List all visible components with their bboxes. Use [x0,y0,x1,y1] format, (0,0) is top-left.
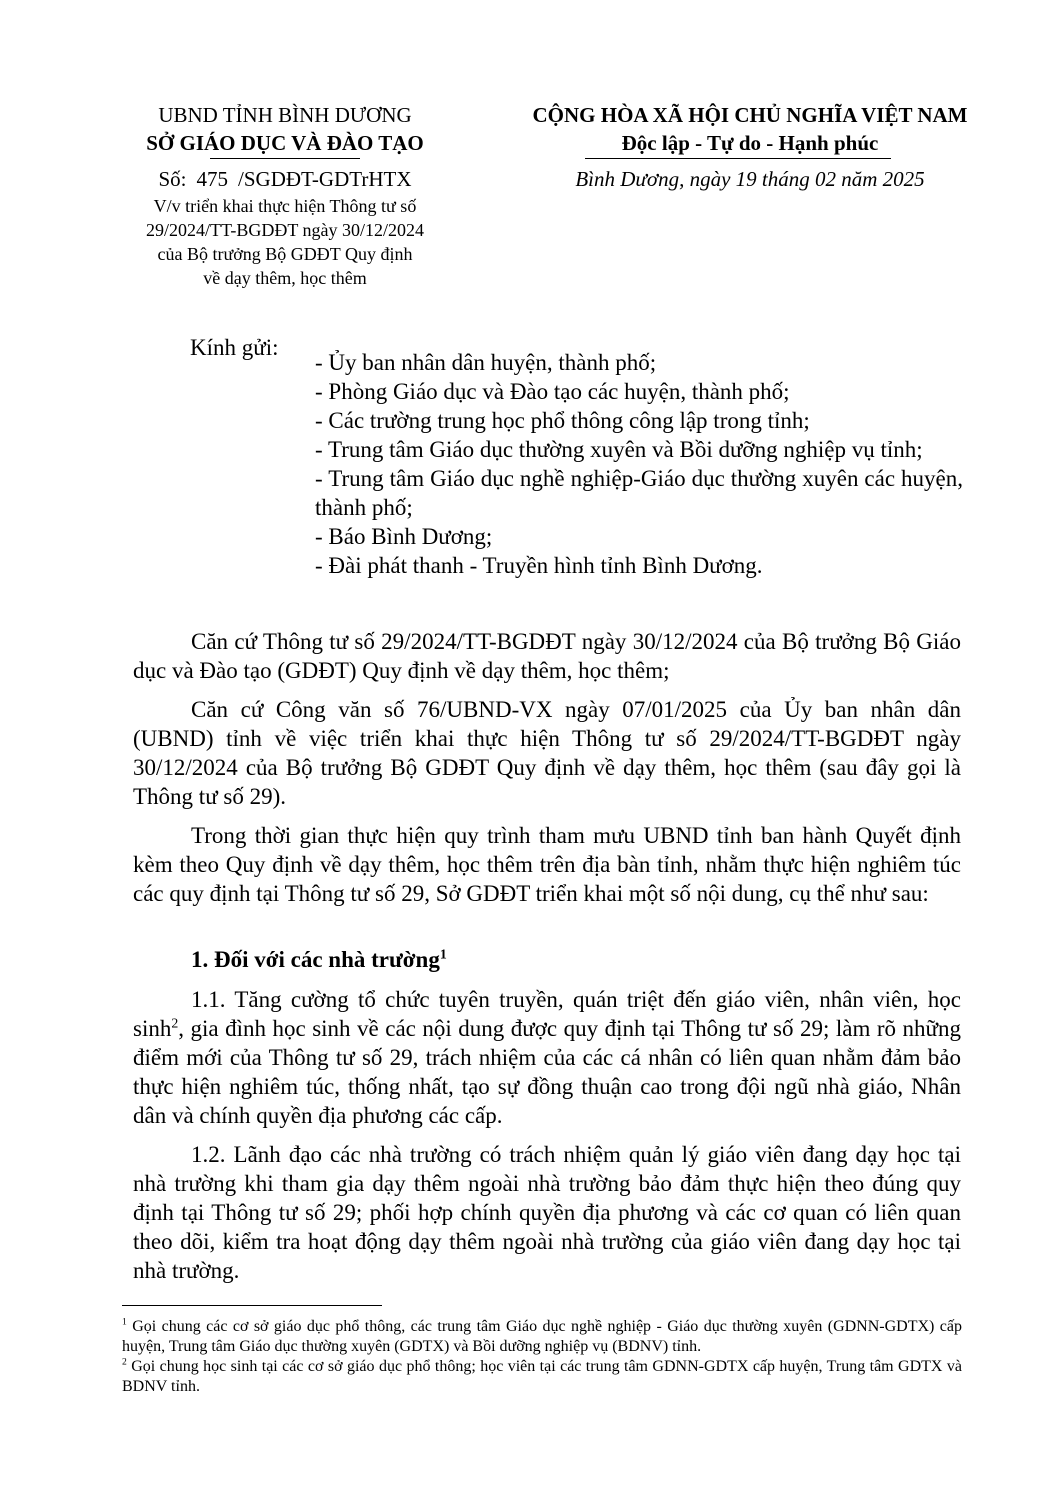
motto: Độc lập - Tự do - Hạnh phúc [621,131,879,155]
item-1-1-text-b: , gia đình học sinh về các nội dung được quy định tại Thông tư số 29; làm rõ những điểm mới của Thông tư số 29, trách nhiệm của các cá nhân có liên quan nhằm đảm bảo thực hiện nghiêm túc, thống nhất, tạo sự đồng thuận cao trong đội ngũ nhà giáo, Nhân dân và chính quyền địa phương các cấp. [133,1016,961,1128]
department-name: SỞ GIÁO DỤC VÀ ĐÀO TẠO [146,131,424,155]
number-value: 475 [196,167,229,191]
footnote-text: Gọi chung học sinh tại các cơ sở giáo dục phổ thông; học viên tại các trung tâm GDNN-GDTX cấp huyện, Trung tâm GDTX và BDNV tỉnh. [122,1358,962,1395]
recipient-item: - Đài phát thanh - Truyền hình tỉnh Bình Dương. [315,553,763,578]
section-heading-text: 1. Đối với các nhà trường [191,947,440,972]
footnote-ref: 1 [439,946,447,962]
footnote-separator [122,1305,382,1306]
subject-line: V/v triển khai thực hiện Thông tư số [153,196,417,216]
recipient-item: - Phòng Giáo dục và Đào tạo các huyện, thành phố; [315,379,790,404]
motto-underline [585,158,891,159]
footnote-mark: 2 [122,1356,127,1368]
agency-name: UBND TỈNH BÌNH DƯƠNG [158,103,412,127]
footnote-text: Gọi chung các cơ sở giáo dục phổ thông, các trung tâm Giáo dục nghề nghiệp - Giáo dục thường xuyên (GDNN-GDTX) cấp huyện, Trung tâm Giáo dục thường xuyên (GDTX) và Bồi dưỡng nghiệp vụ (BDNV) tỉnh. [122,1318,962,1355]
subject-block [110,194,460,290]
recipient-item: - Báo Bình Dương; [315,524,493,549]
section-heading-1 [191,945,447,974]
legal-basis-paragraph-2: Căn cứ Công văn số 76/UBND-VX ngày 07/01/2025 của Ủy ban nhân dân (UBND) tỉnh về việc triển khai thực hiện Thông tư số 29/2024/TT-BGDĐT ngày 30/12/2024 của Bộ trưởng Bộ GDĐT Quy định về dạy thêm, học thêm (sau đây gọi là Thông tư số 29). [133,697,961,809]
subject-line: về dạy thêm, học thêm [203,268,367,288]
footnote-ref: 2 [171,1015,179,1031]
footnote-mark: 1 [122,1316,127,1328]
recipient-item: - Các trường trung học phổ thông công lập trong tỉnh; [315,408,810,433]
recipient-item: - Ủy ban nhân dân huyện, thành phố; [315,350,657,375]
recipient-item: - Trung tâm Giáo dục nghề nghiệp-Giáo dục thường xuyên các huyện, thành phố; [315,466,963,520]
legal-basis-paragraph-1: Căn cứ Thông tư số 29/2024/TT-BGDĐT ngày 30/12/2024 của Bộ trưởng Bộ Giáo dục và Đào tạo (GDĐT) Quy định về dạy thêm, học thêm; [133,629,961,683]
recipients-list [315,348,963,580]
intro-paragraph: Trong thời gian thực hiện quy trình tham mưu UBND tỉnh ban hành Quyết định kèm theo Quy định về dạy thêm, học thêm trên địa bàn tỉnh, nhằm thực hiện nghiêm túc các quy định tại Thông tư số 29, Sở GDĐT triển khai một số nội dung, cụ thể như sau: [133,823,961,906]
item-1-1-paragraph [133,985,961,1130]
footnote-2 [122,1357,962,1397]
department-underline [210,158,360,159]
number-label: Số: [158,167,187,191]
subject-line: 29/2024/TT-BGDĐT ngày 30/12/2024 [146,220,424,240]
recipients-label: Kính gửi: [190,335,279,360]
footnote-1 [122,1317,962,1357]
recipient-item: - Trung tâm Giáo dục thường xuyên và Bồi dưỡng nghiệp vụ tỉnh; [315,437,923,462]
place-date: Bình Dương, ngày 19 tháng 02 năm 2025 [575,167,925,191]
item-1-1-text-a: 1.1. Tăng cường tổ chức tuyên truyền, quán triệt đến giáo viên, nhân viên, học sinh [133,987,961,1041]
document-number [110,166,460,192]
subject-line: của Bộ trưởng Bộ GDĐT Quy định [157,244,413,264]
number-code: /SGDĐT-GDTrHTX [238,167,412,191]
nation-title: CỘNG HÒA XÃ HỘI CHỦ NGHĨA VIỆT NAM [532,103,968,127]
item-1-2-paragraph: 1.2. Lãnh đạo các nhà trường có trách nhiệm quản lý giáo viên đang dạy học tại nhà trường khi tham gia dạy thêm ngoài nhà trường bảo đảm thực hiện theo đúng quy định tại Thông tư số 29; phối hợp chính quyền địa phương và các cơ quan có liên quan theo dõi, kiểm tra hoạt động dạy thêm ngoài nhà trường của giáo viên đang dạy học tại nhà trường. [133,1142,961,1283]
